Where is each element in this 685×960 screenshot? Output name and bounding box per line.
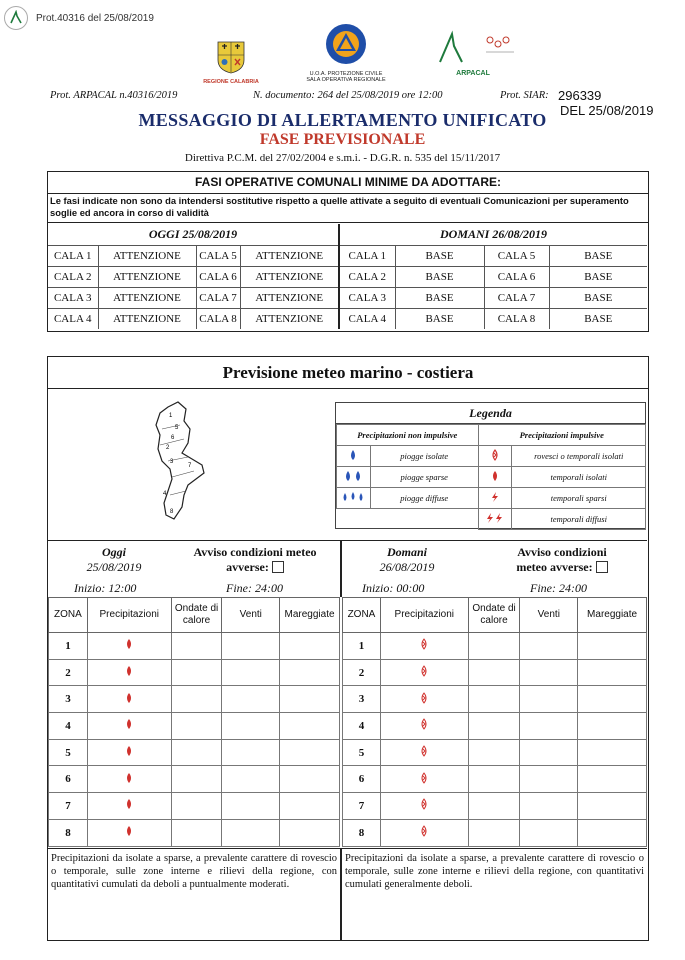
temporali-isolati-icon <box>124 718 134 733</box>
zone-empty-cell <box>520 819 578 846</box>
fasi-row <box>48 266 647 287</box>
map-zone-2: 2 <box>166 445 170 451</box>
zone-col-header: Mareggiate <box>578 598 647 633</box>
today-avviso-line2: avverse: <box>226 560 269 574</box>
map-zone-6: 6 <box>171 435 175 441</box>
map-zone-4: 4 <box>163 491 167 497</box>
protezione-civile-emblem-icon <box>324 22 368 66</box>
legend-temporali-sparsi: temporali sparsi <box>512 488 646 509</box>
today-avviso-checkbox[interactable] <box>272 561 284 573</box>
temporali-isolati-icon <box>124 798 134 813</box>
cala-status: ATTENZIONE <box>240 266 339 287</box>
cala-name: CALA 6 <box>196 266 240 287</box>
map-zone-5: 5 <box>175 425 179 431</box>
cala-status: BASE <box>549 266 647 287</box>
today-section <box>48 540 340 597</box>
zone-empty-cell <box>222 713 280 740</box>
zone-empty-cell <box>280 766 340 793</box>
zone-empty-cell <box>171 819 222 846</box>
zone-empty-cell <box>468 659 520 686</box>
drop-triple-icon <box>337 488 371 509</box>
zone-number: 8 <box>49 819 88 846</box>
prot-arpacal: Prot. ARPACAL n.40316/2019 <box>50 90 178 101</box>
zone-empty-cell <box>222 686 280 713</box>
zone-col-header: Venti <box>520 598 578 633</box>
zone-precip-cell <box>380 793 468 820</box>
zone-number: 2 <box>343 659 381 686</box>
arpacal-logo <box>418 30 528 77</box>
fasi-row <box>48 308 647 329</box>
cala-name: CALA 1 <box>339 245 395 266</box>
cala-name: CALA 5 <box>484 245 549 266</box>
legend-temporali-isolati: temporali isolati <box>512 467 646 488</box>
fasi-table <box>48 224 647 329</box>
zone-empty-cell <box>280 739 340 766</box>
zone-empty-cell <box>280 819 340 846</box>
tomorrow-title: Domani <box>386 545 427 559</box>
zone-precip-cell <box>87 659 171 686</box>
tomorrow-avviso-line1: Avviso condizioni <box>517 545 607 559</box>
cala-status: ATTENZIONE <box>98 308 196 329</box>
zone-number: 4 <box>49 713 88 740</box>
zone-row <box>49 713 340 740</box>
page-subtitle: FASE PREVISIONALE <box>259 131 426 148</box>
zone-empty-cell <box>578 659 647 686</box>
zone-row <box>49 819 340 846</box>
zone-col-header: Ondate di calore <box>171 598 222 633</box>
arpacal-caption: ARPACAL <box>456 70 490 77</box>
zone-precip-cell <box>380 766 468 793</box>
zone-precip-cell <box>87 686 171 713</box>
cala-name: CALA 8 <box>484 308 549 329</box>
regione-calabria-logo <box>196 40 266 85</box>
cala-status: ATTENZIONE <box>98 245 196 266</box>
zone-empty-cell <box>171 633 222 660</box>
temporali-sparsi-icon <box>478 488 512 509</box>
zone-empty-cell <box>468 819 520 846</box>
legend-temporali-diffusi: temporali diffusi <box>512 509 646 530</box>
zone-row <box>343 819 647 846</box>
zone-col-header: ZONA <box>343 598 381 633</box>
zone-number: 7 <box>343 793 381 820</box>
zone-empty-cell <box>171 659 222 686</box>
cala-name: CALA 4 <box>339 308 395 329</box>
stamp-text: Prot.40316 del 25/08/2019 <box>36 12 154 24</box>
tomorrow-avviso <box>482 545 642 575</box>
zone-empty-cell <box>222 633 280 660</box>
zone-empty-cell <box>520 659 578 686</box>
document-number: N. documento: 264 del 25/08/2019 ore 12:00 <box>253 90 443 101</box>
zone-col-header: Mareggiate <box>280 598 340 633</box>
fasi-row <box>48 287 647 308</box>
zone-precip-cell <box>380 686 468 713</box>
zone-empty-cell <box>468 793 520 820</box>
tomorrow-section <box>340 540 647 597</box>
zone-empty-cell <box>222 659 280 686</box>
zone-empty-cell <box>468 686 520 713</box>
cala-name: CALA 2 <box>339 266 395 287</box>
tomorrow-avviso-checkbox[interactable] <box>596 561 608 573</box>
siar-handwritten-date: DEL 25/08/2019 <box>560 103 654 118</box>
zone-precip-cell <box>87 819 171 846</box>
zone-precip-cell <box>380 633 468 660</box>
zone-empty-cell <box>520 739 578 766</box>
zone-number: 8 <box>343 819 381 846</box>
temporali-isolati-icon <box>124 745 134 760</box>
rovesci-o-temporali-isolati-icon <box>419 772 429 787</box>
zone-number: 6 <box>343 766 381 793</box>
legend-piogge-sparse: piogge sparse <box>370 467 478 488</box>
tomorrow-summary: Precipitazioni da isolate a sparse, a prevalente carattere di rovescio o temporale, sulle zone interne e rilievi della regione, con quantitativi cumulati generalmente deboli. <box>340 848 647 940</box>
temporali-isolati-icon <box>124 772 134 787</box>
zone-col-header: Venti <box>222 598 280 633</box>
zone-row <box>343 633 647 660</box>
zone-empty-cell <box>280 686 340 713</box>
map-zone-3: 3 <box>170 459 174 465</box>
today-zone-table <box>48 597 340 847</box>
fasi-operative-box <box>47 171 649 332</box>
today-title: Oggi <box>102 545 126 559</box>
legend-col-right: Precipitazioni impulsive <box>478 425 645 446</box>
tomorrow-date: 26/08/2019 <box>379 560 435 574</box>
cala-status: BASE <box>395 266 484 287</box>
temporali-isolati-icon <box>124 638 134 653</box>
cala-status: BASE <box>549 245 647 266</box>
zone-empty-cell <box>468 713 520 740</box>
zone-empty-cell <box>280 633 340 660</box>
zone-precip-cell <box>87 766 171 793</box>
zone-precip-cell <box>87 739 171 766</box>
calabria-caption: REGIONE CALABRIA <box>203 79 259 85</box>
temporali-isolati-icon <box>478 467 512 488</box>
rovesci-isolati-icon <box>478 446 512 467</box>
cala-status: BASE <box>395 245 484 266</box>
zone-empty-cell <box>280 659 340 686</box>
cala-status: BASE <box>549 308 647 329</box>
protezione-civile-logo <box>294 22 398 83</box>
cala-status: ATTENZIONE <box>240 287 339 308</box>
cala-status: ATTENZIONE <box>240 308 339 329</box>
zone-empty-cell <box>222 766 280 793</box>
drop-single-icon <box>337 446 371 467</box>
cala-name: CALA 7 <box>484 287 549 308</box>
cala-name: CALA 3 <box>48 287 98 308</box>
siar-handwritten-number: 296339 <box>558 88 602 103</box>
pc-caption-2: SALA OPERATIVA REGIONALE <box>306 77 386 83</box>
today-inizio: Inizio: 12:00 <box>74 581 137 595</box>
rovesci-o-temporali-isolati-icon <box>419 692 429 707</box>
tomorrow-inizio: Inizio: 00:00 <box>362 581 425 595</box>
zone-row <box>343 739 647 766</box>
rovesci-o-temporali-isolati-icon <box>419 665 429 680</box>
legend-table <box>336 424 646 530</box>
rovesci-o-temporali-isolati-icon <box>419 718 429 733</box>
zone-row <box>49 633 340 660</box>
zone-row <box>49 739 340 766</box>
zone-col-header: Precipitazioni <box>87 598 171 633</box>
zone-row <box>49 793 340 820</box>
cala-name: CALA 5 <box>196 245 240 266</box>
zone-number: 2 <box>49 659 88 686</box>
zone-number: 3 <box>49 686 88 713</box>
zone-row <box>343 793 647 820</box>
zone-empty-cell <box>520 766 578 793</box>
zone-col-header: ZONA <box>49 598 88 633</box>
zone-row <box>49 766 340 793</box>
zone-empty-cell <box>468 633 520 660</box>
zone-empty-cell <box>578 633 647 660</box>
fasi-today-label: OGGI 25/08/2019 <box>48 224 339 245</box>
calabria-zones-map <box>148 399 228 524</box>
cala-status: ATTENZIONE <box>98 266 196 287</box>
zone-empty-cell <box>171 739 222 766</box>
zone-empty-cell <box>171 713 222 740</box>
cala-name: CALA 7 <box>196 287 240 308</box>
zone-empty-cell <box>222 739 280 766</box>
zone-number: 5 <box>49 739 88 766</box>
zone-empty-cell <box>520 686 578 713</box>
legend-piogge-isolate: piogge isolate <box>370 446 478 467</box>
cala-status: BASE <box>549 287 647 308</box>
zone-empty-cell <box>280 713 340 740</box>
zone-empty-cell <box>578 819 647 846</box>
rovesci-o-temporali-isolati-icon <box>419 745 429 760</box>
zone-empty-cell <box>222 819 280 846</box>
tomorrow-avviso-line2: meteo avverse: <box>516 560 593 574</box>
legend-rovesci-isolati: rovesci o temporali isolati <box>512 446 646 467</box>
today-date: 25/08/2019 <box>86 560 142 574</box>
zone-number: 6 <box>49 766 88 793</box>
zone-number: 5 <box>343 739 381 766</box>
today-fine: Fine: 24:00 <box>226 581 283 595</box>
temporali-diffusi-icon <box>478 509 512 530</box>
legend-col-left: Precipitazioni non impulsive <box>337 425 479 446</box>
zone-number: 1 <box>49 633 88 660</box>
zone-empty-cell <box>468 766 520 793</box>
cala-name: CALA 4 <box>48 308 98 329</box>
zone-precip-cell <box>87 793 171 820</box>
cala-name: CALA 1 <box>48 245 98 266</box>
zone-row <box>343 766 647 793</box>
zone-empty-cell <box>222 793 280 820</box>
fasi-note: Le fasi indicate non sono da intendersi sostitutive rispetto a quelle attivate a seguito di eventuali Comunicazioni per superamento soglie ed ancora in corso di validità <box>48 194 648 223</box>
zone-precip-cell <box>380 819 468 846</box>
tomorrow-fine: Fine: 24:00 <box>530 581 587 595</box>
tomorrow-zone-table <box>342 597 647 847</box>
meteo-header: Previsione meteo marino - costiera <box>48 357 648 389</box>
logo-row <box>0 22 685 85</box>
zone-col-header: Precipitazioni <box>380 598 468 633</box>
zone-empty-cell <box>578 793 647 820</box>
map-zone-1: 1 <box>169 413 173 419</box>
today-summary: Precipitazioni da isolate a sparse, a prevalente carattere di rovescio o temporale, sulle zone interne e rilievi della regione, con quantitativi cumulati da deboli a puntualmente moderati. <box>48 848 340 940</box>
zone-precip-cell <box>380 659 468 686</box>
zone-row <box>49 659 340 686</box>
legend <box>335 402 646 529</box>
zone-row <box>49 686 340 713</box>
zone-empty-cell <box>578 766 647 793</box>
map-zone-7: 7 <box>188 463 192 469</box>
zone-precip-cell <box>380 713 468 740</box>
zone-precip-cell <box>87 633 171 660</box>
zone-empty-cell <box>578 713 647 740</box>
cala-status: ATTENZIONE <box>98 287 196 308</box>
temporali-isolati-icon <box>124 665 134 680</box>
legend-empty-cell <box>337 509 479 530</box>
zone-empty-cell <box>520 793 578 820</box>
zone-number: 7 <box>49 793 88 820</box>
arpacal-mark-icon <box>428 30 518 66</box>
cala-status: BASE <box>395 308 484 329</box>
siar-label: Prot. SIAR: <box>500 90 549 101</box>
page-title: MESSAGGIO DI ALLERTAMENTO UNIFICATO <box>138 110 547 130</box>
zone-empty-cell <box>578 686 647 713</box>
cala-name: CALA 6 <box>484 266 549 287</box>
today-avviso <box>170 545 340 575</box>
map-zone-8: 8 <box>170 509 174 515</box>
zone-empty-cell <box>171 793 222 820</box>
cala-name: CALA 2 <box>48 266 98 287</box>
pc-caption-1: U.O.A. PROTEZIONE CIVILE <box>309 71 383 77</box>
zone-empty-cell <box>171 686 222 713</box>
fasi-tomorrow-label: DOMANI 26/08/2019 <box>339 224 647 245</box>
zone-row <box>343 713 647 740</box>
directive-line: Direttiva P.C.M. del 27/02/2004 e s.m.i. - D.G.R. n. 535 del 15/11/2017 <box>184 152 501 164</box>
zone-empty-cell <box>578 739 647 766</box>
meteo-box <box>47 356 649 941</box>
zone-empty-cell <box>171 766 222 793</box>
zone-number: 4 <box>343 713 381 740</box>
cala-name: CALA 3 <box>339 287 395 308</box>
zone-number: 3 <box>343 686 381 713</box>
fasi-header: FASI OPERATIVE COMUNALI MINIME DA ADOTTARE: <box>48 172 648 194</box>
temporali-isolati-icon <box>124 825 134 840</box>
cala-status: BASE <box>395 287 484 308</box>
drop-double-icon <box>337 467 371 488</box>
zone-number: 1 <box>343 633 381 660</box>
zone-empty-cell <box>280 793 340 820</box>
zone-empty-cell <box>468 739 520 766</box>
rovesci-o-temporali-isolati-icon <box>419 798 429 813</box>
zone-precip-cell <box>87 713 171 740</box>
fasi-row <box>48 245 647 266</box>
cala-name: CALA 8 <box>196 308 240 329</box>
today-avviso-line1: Avviso condizioni meteo <box>193 545 317 559</box>
zone-precip-cell <box>380 739 468 766</box>
zone-row <box>343 686 647 713</box>
legend-piogge-diffuse: piogge diffuse <box>370 488 478 509</box>
legend-title: Legenda <box>336 403 645 424</box>
temporali-isolati-icon <box>124 692 134 707</box>
rovesci-o-temporali-isolati-icon <box>419 825 429 840</box>
zone-empty-cell <box>520 713 578 740</box>
zone-col-header: Ondate di calore <box>468 598 520 633</box>
cala-status: ATTENZIONE <box>240 245 339 266</box>
calabria-shield-icon <box>216 40 246 74</box>
rovesci-o-temporali-isolati-icon <box>419 638 429 653</box>
zone-row <box>343 659 647 686</box>
zone-empty-cell <box>520 633 578 660</box>
